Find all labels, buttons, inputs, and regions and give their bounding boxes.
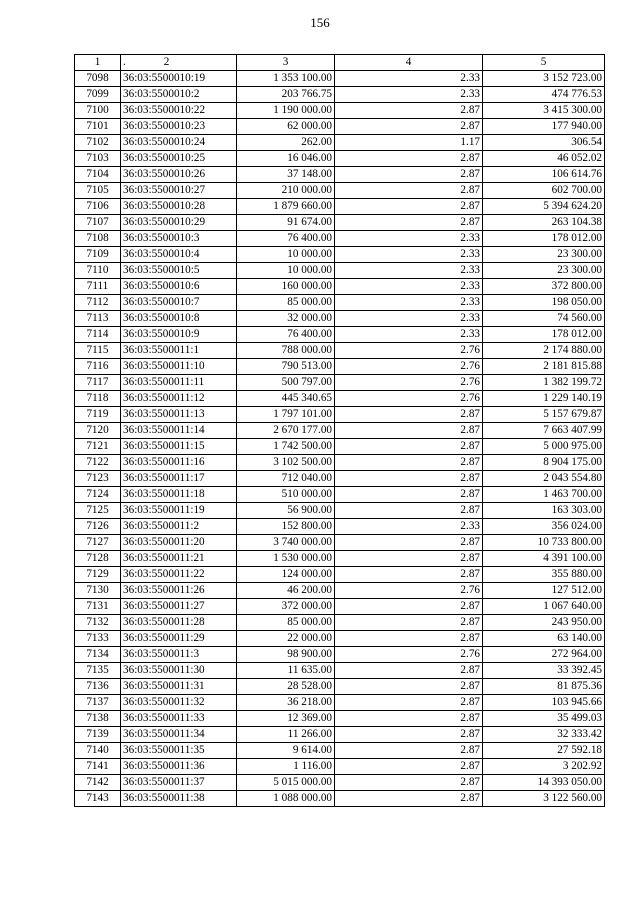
row-number: 7137 [75, 695, 121, 711]
cadastral-number: 36:03:5500011:31 [121, 679, 237, 695]
table-row [75, 631, 605, 647]
cell-value-5: 1 463 700.00 [483, 487, 605, 503]
cell-coefficient: 2.87 [335, 759, 483, 775]
cell-coefficient: 2.87 [335, 455, 483, 471]
cell-value-3: 510 000.00 [237, 487, 335, 503]
table-row [75, 519, 605, 535]
cell-value-3: 3 740 000.00 [237, 535, 335, 551]
header-col-4: 4 [335, 55, 483, 71]
cadastral-number: 36:03:5500010:5 [121, 263, 237, 279]
cell-value-3: 12 369.00 [237, 711, 335, 727]
row-number: 7127 [75, 535, 121, 551]
row-number: 7105 [75, 183, 121, 199]
cadastral-number: 36:03:5500011:19 [121, 503, 237, 519]
row-number: 7121 [75, 439, 121, 455]
cell-value-3: 11 266.00 [237, 727, 335, 743]
row-number: 7134 [75, 647, 121, 663]
table-row [75, 215, 605, 231]
cell-value-5: 178 012.00 [483, 231, 605, 247]
cadastral-number: 36:03:5500011:28 [121, 615, 237, 631]
cell-value-3: 56 900.00 [237, 503, 335, 519]
cell-coefficient: 2.87 [335, 407, 483, 423]
cell-value-5: 5 394 624.20 [483, 199, 605, 215]
cell-coefficient: 2.33 [335, 279, 483, 295]
cell-coefficient: 2.87 [335, 599, 483, 615]
row-number: 7119 [75, 407, 121, 423]
cell-coefficient: 2.87 [335, 503, 483, 519]
cell-value-5: 1 229 140.19 [483, 391, 605, 407]
cell-value-5: 7 663 407.99 [483, 423, 605, 439]
header-dot: . [123, 56, 126, 68]
table-row [75, 567, 605, 583]
row-number: 7132 [75, 615, 121, 631]
cadastral-number: 36:03:5500010:24 [121, 135, 237, 151]
cell-coefficient: 2.87 [335, 423, 483, 439]
table-row [75, 71, 605, 87]
cadastral-number: 36:03:5500011:29 [121, 631, 237, 647]
cell-value-5: 1 067 640.00 [483, 599, 605, 615]
cell-value-5: 74 560.00 [483, 311, 605, 327]
header-row [75, 55, 605, 71]
cell-value-3: 10 000.00 [237, 247, 335, 263]
cell-value-3: 152 800.00 [237, 519, 335, 535]
cell-value-5: 3 202.92 [483, 759, 605, 775]
cadastral-number: 36:03:5500011:33 [121, 711, 237, 727]
cell-value-5: 163 303.00 [483, 503, 605, 519]
cadastral-number: 36:03:5500010:28 [121, 199, 237, 215]
cell-coefficient: 2.87 [335, 119, 483, 135]
cell-value-3: 1 879 660.00 [237, 199, 335, 215]
table-row [75, 583, 605, 599]
cell-coefficient: 2.87 [335, 183, 483, 199]
cell-value-3: 372 000.00 [237, 599, 335, 615]
cell-value-3: 445 340.65 [237, 391, 335, 407]
row-number: 7130 [75, 583, 121, 599]
row-number: 7122 [75, 455, 121, 471]
table-row [75, 695, 605, 711]
table-row [75, 343, 605, 359]
table-row [75, 279, 605, 295]
row-number: 7102 [75, 135, 121, 151]
row-number: 7101 [75, 119, 121, 135]
cell-value-3: 160 000.00 [237, 279, 335, 295]
cell-value-5: 23 300.00 [483, 247, 605, 263]
cell-value-3: 1 116.00 [237, 759, 335, 775]
cell-value-5: 63 140.00 [483, 631, 605, 647]
table-row [75, 679, 605, 695]
cell-value-5: 602 700.00 [483, 183, 605, 199]
cell-value-5: 32 333.42 [483, 727, 605, 743]
row-number: 7120 [75, 423, 121, 439]
row-number: 7116 [75, 359, 121, 375]
row-number: 7131 [75, 599, 121, 615]
cell-value-5: 3 152 723.00 [483, 71, 605, 87]
row-number: 7123 [75, 471, 121, 487]
cadastral-number: 36:03:5500011:12 [121, 391, 237, 407]
cadastral-number: 36:03:5500011:22 [121, 567, 237, 583]
cell-coefficient: 2.87 [335, 471, 483, 487]
cell-value-5: 372 800.00 [483, 279, 605, 295]
cell-coefficient: 2.76 [335, 647, 483, 663]
table-row [75, 199, 605, 215]
row-number: 7110 [75, 263, 121, 279]
row-number: 7104 [75, 167, 121, 183]
cell-coefficient: 2.87 [335, 567, 483, 583]
cell-value-3: 10 000.00 [237, 263, 335, 279]
cadastral-number: 36:03:5500010:23 [121, 119, 237, 135]
cell-coefficient: 2.87 [335, 151, 483, 167]
table-row [75, 663, 605, 679]
cell-value-5: 35 499.03 [483, 711, 605, 727]
cell-value-5: 178 012.00 [483, 327, 605, 343]
row-number: 7098 [75, 71, 121, 87]
cell-value-5: 306.54 [483, 135, 605, 151]
table-row [75, 87, 605, 103]
table-row [75, 775, 605, 791]
table-row [75, 407, 605, 423]
table-row [75, 231, 605, 247]
cell-value-3: 32 000.00 [237, 311, 335, 327]
cadastral-number: 36:03:5500010:6 [121, 279, 237, 295]
cell-coefficient: 2.33 [335, 247, 483, 263]
cell-value-3: 76 400.00 [237, 231, 335, 247]
cell-value-5: 355 880.00 [483, 567, 605, 583]
cell-value-5: 127 512.00 [483, 583, 605, 599]
cell-coefficient: 2.87 [335, 743, 483, 759]
cell-coefficient: 2.87 [335, 215, 483, 231]
cadastral-number: 36:03:5500011:18 [121, 487, 237, 503]
cell-coefficient: 2.33 [335, 327, 483, 343]
cadastral-number: 36:03:5500010:8 [121, 311, 237, 327]
row-number: 7108 [75, 231, 121, 247]
table-row [75, 487, 605, 503]
cadastral-number: 36:03:5500011:26 [121, 583, 237, 599]
table-row [75, 535, 605, 551]
row-number: 7111 [75, 279, 121, 295]
cell-coefficient: 2.33 [335, 263, 483, 279]
cell-value-5: 3 415 300.00 [483, 103, 605, 119]
row-number: 7138 [75, 711, 121, 727]
cell-value-5: 14 393 050.00 [483, 775, 605, 791]
cadastral-number: 36:03:5500011:37 [121, 775, 237, 791]
cell-coefficient: 2.87 [335, 775, 483, 791]
row-number: 7136 [75, 679, 121, 695]
row-number: 7140 [75, 743, 121, 759]
cell-coefficient: 2.33 [335, 231, 483, 247]
cadastral-number: 36:03:5500010:26 [121, 167, 237, 183]
cell-coefficient: 2.76 [335, 583, 483, 599]
cell-value-3: 62 000.00 [237, 119, 335, 135]
cell-value-3: 500 797.00 [237, 375, 335, 391]
cadastral-number: 36:03:5500010:22 [121, 103, 237, 119]
cell-coefficient: 2.87 [335, 439, 483, 455]
table-row [75, 295, 605, 311]
cadastral-number: 36:03:5500010:2 [121, 87, 237, 103]
cell-value-5: 356 024.00 [483, 519, 605, 535]
table-row [75, 647, 605, 663]
cell-value-5: 8 904 175.00 [483, 455, 605, 471]
cadastral-number: 36:03:5500011:16 [121, 455, 237, 471]
cadastral-number: 36:03:5500011:1 [121, 343, 237, 359]
cell-value-3: 712 040.00 [237, 471, 335, 487]
cadastral-number: 36:03:5500011:21 [121, 551, 237, 567]
table-row [75, 439, 605, 455]
cadastral-number: 36:03:5500011:32 [121, 695, 237, 711]
cell-value-5: 1 382 199.72 [483, 375, 605, 391]
cell-coefficient: 2.33 [335, 311, 483, 327]
cell-coefficient: 2.87 [335, 631, 483, 647]
cell-value-3: 262.00 [237, 135, 335, 151]
row-number: 7106 [75, 199, 121, 215]
cell-value-3: 11 635.00 [237, 663, 335, 679]
cell-value-5: 33 392.45 [483, 663, 605, 679]
cell-coefficient: 2.87 [335, 535, 483, 551]
table-row [75, 119, 605, 135]
table-row [75, 551, 605, 567]
row-number: 7113 [75, 311, 121, 327]
table-row [75, 359, 605, 375]
row-number: 7109 [75, 247, 121, 263]
cell-value-5: 263 104.38 [483, 215, 605, 231]
cell-value-5: 177 940.00 [483, 119, 605, 135]
cadastral-number: 36:03:5500011:3 [121, 647, 237, 663]
table-row [75, 391, 605, 407]
cell-value-3: 3 102 500.00 [237, 455, 335, 471]
cell-value-5: 2 043 554.80 [483, 471, 605, 487]
row-number: 7126 [75, 519, 121, 535]
cell-coefficient: 2.87 [335, 103, 483, 119]
cell-coefficient: 2.87 [335, 199, 483, 215]
row-number: 7124 [75, 487, 121, 503]
cadastral-number: 36:03:5500010:19 [121, 71, 237, 87]
cadastral-number: 36:03:5500011:11 [121, 375, 237, 391]
cell-value-3: 91 674.00 [237, 215, 335, 231]
cell-value-3: 85 000.00 [237, 615, 335, 631]
cell-value-3: 37 148.00 [237, 167, 335, 183]
table-row [75, 103, 605, 119]
cell-value-5: 272 964.00 [483, 647, 605, 663]
row-number: 7133 [75, 631, 121, 647]
cell-value-5: 5 000 975.00 [483, 439, 605, 455]
table-row [75, 311, 605, 327]
cell-coefficient: 2.87 [335, 663, 483, 679]
cell-value-5: 46 052.02 [483, 151, 605, 167]
cell-coefficient: 2.76 [335, 359, 483, 375]
cell-value-3: 1 353 100.00 [237, 71, 335, 87]
row-number: 7114 [75, 327, 121, 343]
table-row [75, 151, 605, 167]
cadastral-number: 36:03:5500011:10 [121, 359, 237, 375]
cell-coefficient: 2.87 [335, 551, 483, 567]
cell-coefficient: 2.33 [335, 71, 483, 87]
cell-value-5: 27 592.18 [483, 743, 605, 759]
header-col-2-label: 2 [163, 56, 170, 68]
row-number: 7135 [75, 663, 121, 679]
cell-value-3: 790 513.00 [237, 359, 335, 375]
row-number: 7107 [75, 215, 121, 231]
cell-coefficient: 2.76 [335, 375, 483, 391]
table-row [75, 327, 605, 343]
cell-value-5: 81 875.36 [483, 679, 605, 695]
cell-value-3: 76 400.00 [237, 327, 335, 343]
cadastral-number: 36:03:5500010:7 [121, 295, 237, 311]
cell-value-3: 1 742 500.00 [237, 439, 335, 455]
cell-value-3: 1 088 000.00 [237, 791, 335, 807]
row-number: 7103 [75, 151, 121, 167]
header-col-3: 3 [237, 55, 335, 71]
cell-coefficient: 2.87 [335, 167, 483, 183]
row-number: 7112 [75, 295, 121, 311]
cell-value-3: 1 190 000.00 [237, 103, 335, 119]
cell-value-3: 22 000.00 [237, 631, 335, 647]
table-row [75, 423, 605, 439]
cell-coefficient: 2.87 [335, 695, 483, 711]
cell-value-5: 2 181 815.88 [483, 359, 605, 375]
cadastral-number: 36:03:5500011:17 [121, 471, 237, 487]
cadastral-number: 36:03:5500011:30 [121, 663, 237, 679]
cell-value-3: 788 000.00 [237, 343, 335, 359]
table-row [75, 455, 605, 471]
table-row [75, 759, 605, 775]
table-row [75, 167, 605, 183]
cadastral-number: 36:03:5500011:36 [121, 759, 237, 775]
cadastral-number: 36:03:5500010:25 [121, 151, 237, 167]
header-col-2 [121, 55, 237, 71]
cell-value-3: 9 614.00 [237, 743, 335, 759]
row-number: 7125 [75, 503, 121, 519]
cell-coefficient: 2.76 [335, 343, 483, 359]
row-number: 7141 [75, 759, 121, 775]
cell-coefficient: 2.87 [335, 487, 483, 503]
cadastral-number: 36:03:5500011:27 [121, 599, 237, 615]
row-number: 7143 [75, 791, 121, 807]
cell-value-3: 210 000.00 [237, 183, 335, 199]
row-number: 7099 [75, 87, 121, 103]
table-row [75, 183, 605, 199]
row-number: 7128 [75, 551, 121, 567]
table-row [75, 503, 605, 519]
cadastral-number: 36:03:5500011:20 [121, 535, 237, 551]
cell-value-3: 1 797 101.00 [237, 407, 335, 423]
cadastral-number: 36:03:5500010:9 [121, 327, 237, 343]
cell-value-3: 46 200.00 [237, 583, 335, 599]
row-number: 7139 [75, 727, 121, 743]
cadastral-number: 36:03:5500011:14 [121, 423, 237, 439]
cell-coefficient: 2.33 [335, 87, 483, 103]
cell-coefficient: 2.87 [335, 791, 483, 807]
table-row [75, 727, 605, 743]
table-row [75, 471, 605, 487]
row-number: 7142 [75, 775, 121, 791]
cell-coefficient: 2.33 [335, 295, 483, 311]
cell-value-5: 5 157 679.87 [483, 407, 605, 423]
cell-coefficient: 2.87 [335, 711, 483, 727]
row-number: 7115 [75, 343, 121, 359]
cell-value-5: 474 776.53 [483, 87, 605, 103]
cell-value-3: 1 530 000.00 [237, 551, 335, 567]
cell-value-5: 23 300.00 [483, 263, 605, 279]
cell-coefficient: 2.33 [335, 519, 483, 535]
cadastral-number: 36:03:5500011:35 [121, 743, 237, 759]
cell-coefficient: 2.76 [335, 391, 483, 407]
cell-coefficient: 2.87 [335, 727, 483, 743]
cadastral-number: 36:03:5500011:2 [121, 519, 237, 535]
row-number: 7129 [75, 567, 121, 583]
row-number: 7118 [75, 391, 121, 407]
cell-coefficient: 1.17 [335, 135, 483, 151]
cell-value-3: 85 000.00 [237, 295, 335, 311]
cell-coefficient: 2.87 [335, 679, 483, 695]
cell-value-3: 28 528.00 [237, 679, 335, 695]
table-row [75, 791, 605, 807]
cell-value-5: 243 950.00 [483, 615, 605, 631]
table-row [75, 743, 605, 759]
table-row [75, 711, 605, 727]
cell-value-3: 36 218.00 [237, 695, 335, 711]
cell-value-5: 3 122 560.00 [483, 791, 605, 807]
cadastral-number: 36:03:5500011:13 [121, 407, 237, 423]
cadastral-number: 36:03:5500010:3 [121, 231, 237, 247]
cell-value-5: 106 614.76 [483, 167, 605, 183]
table-body [75, 71, 605, 807]
table-row [75, 263, 605, 279]
cell-value-5: 2 174 880.00 [483, 343, 605, 359]
table-row [75, 247, 605, 263]
cadastral-number: 36:03:5500010:4 [121, 247, 237, 263]
cadastral-number: 36:03:5500011:15 [121, 439, 237, 455]
row-number: 7117 [75, 375, 121, 391]
header-col-1: 1 [75, 55, 121, 71]
cell-value-5: 198 050.00 [483, 295, 605, 311]
header-col-5: 5 [483, 55, 605, 71]
cell-value-5: 10 733 800.00 [483, 535, 605, 551]
table-row [75, 135, 605, 151]
cell-value-3: 124 000.00 [237, 567, 335, 583]
cadastral-number: 36:03:5500010:29 [121, 215, 237, 231]
cell-value-3: 2 670 177.00 [237, 423, 335, 439]
cell-value-3: 16 046.00 [237, 151, 335, 167]
table-row [75, 599, 605, 615]
cell-value-3: 98 900.00 [237, 647, 335, 663]
cadastral-number: 36:03:5500011:38 [121, 791, 237, 807]
page-number: 156 [310, 15, 330, 30]
cadastral-number: 36:03:5500011:34 [121, 727, 237, 743]
table-row [75, 375, 605, 391]
table-row [75, 615, 605, 631]
cell-value-3: 203 766.75 [237, 87, 335, 103]
cell-value-3: 5 015 000.00 [237, 775, 335, 791]
row-number: 7100 [75, 103, 121, 119]
cell-coefficient: 2.87 [335, 615, 483, 631]
cell-value-5: 103 945.66 [483, 695, 605, 711]
cadastral-table [74, 54, 605, 807]
cell-value-5: 4 391 100.00 [483, 551, 605, 567]
cadastral-number: 36:03:5500010:27 [121, 183, 237, 199]
